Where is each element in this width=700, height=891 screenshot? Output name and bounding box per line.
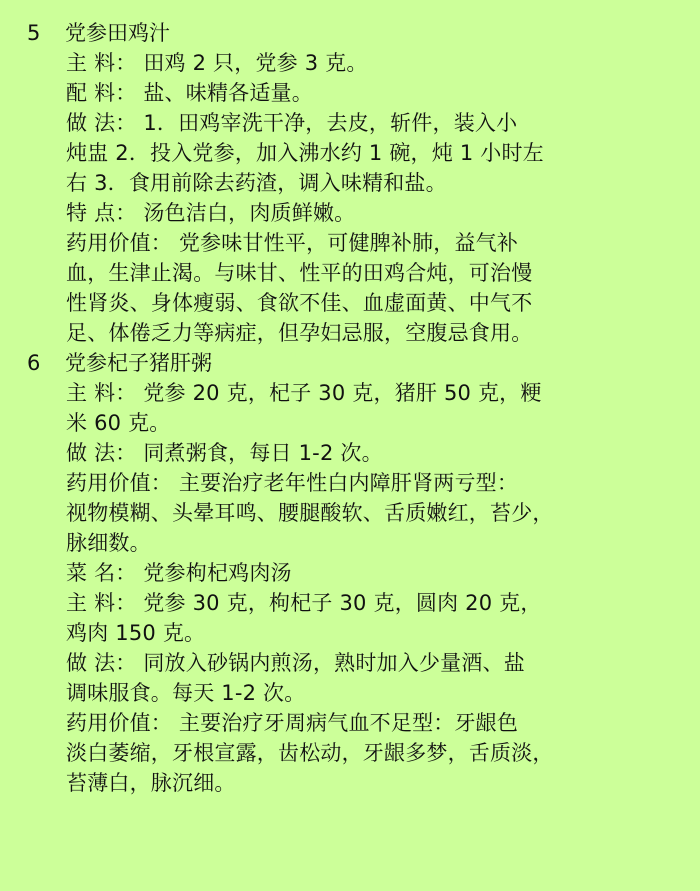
- text-line: 主 料： 党参 20 克，杞子 30 克，猪肝 50 克，粳: [66, 381, 542, 405]
- text-line: 视物模糊、头晕耳鸣、腰腿酸软、舌质嫩红，苔少，: [66, 501, 554, 525]
- section-heading: [27, 348, 682, 378]
- text-line: 做 法： 1．田鸡宰洗干净，去皮，斩件，装入小: [66, 111, 518, 135]
- text-line: 药用价值： 党参味甘性平，可健脾补肺，益气补: [66, 231, 519, 255]
- text-line: 性肾炎、身体瘦弱、食欲不佳、血虚面黄、中气不: [66, 291, 533, 315]
- text-line: 特 点： 汤色洁白，肉质鲜嫩。: [66, 201, 356, 225]
- text-line: 淡白萎缩，牙根宣露，齿松动，牙龈多梦，舌质淡，: [66, 741, 554, 765]
- text-line: 主 料： 田鸡 2 只，党参 3 克。: [66, 51, 368, 75]
- section-number: 5: [27, 21, 41, 45]
- text-line: 苔薄白，脉沉细。: [66, 771, 236, 795]
- text-line: 右 3．食用前除去药渣，调入味精和盐。: [66, 171, 447, 195]
- text-line: 炖盅 2．投入党参，加入沸水约 1 碗，炖 1 小时左: [66, 141, 544, 165]
- recipe-section-5: [27, 18, 682, 348]
- section-body: [27, 48, 682, 348]
- text-line: 脉细数。: [66, 531, 151, 555]
- section-title: 党参杞子猪肝粥: [65, 351, 212, 375]
- section-body: [27, 378, 682, 798]
- section-heading: [27, 18, 682, 48]
- text-line: 米 60 克。: [66, 411, 171, 435]
- text-line: 调味服食。每天 1-2 次。: [66, 681, 306, 705]
- text-line: 药用价值： 主要治疗牙周病气血不足型：牙龈色: [66, 711, 519, 735]
- text-line: 做 法： 同放入砂锅内煎汤，熟时加入少量酒、盐: [66, 651, 525, 675]
- text-line: 药用价值： 主要治疗老年性白内障肝肾两亏型：: [66, 471, 519, 495]
- text-line: 配 料： 盐、味精各适量。: [66, 81, 313, 105]
- text-line: 菜 名： 党参枸杞鸡肉汤: [66, 561, 292, 585]
- recipe-section-6: [27, 348, 682, 798]
- section-title: 党参田鸡汁: [65, 21, 170, 45]
- text-line: 血，生津止渴。与味甘、性平的田鸡合炖，可治慢: [66, 261, 533, 285]
- text-line: 做 法： 同煮粥食，每日 1-2 次。: [66, 441, 383, 465]
- section-number: 6: [27, 351, 41, 375]
- text-line: 足、体倦乏力等病症，但孕妇忌服，空腹忌食用。: [66, 321, 533, 345]
- text-line: 主 料： 党参 30 克，枸杞子 30 克，圆肉 20 克，: [66, 591, 542, 615]
- text-line: 鸡肉 150 克。: [66, 621, 206, 645]
